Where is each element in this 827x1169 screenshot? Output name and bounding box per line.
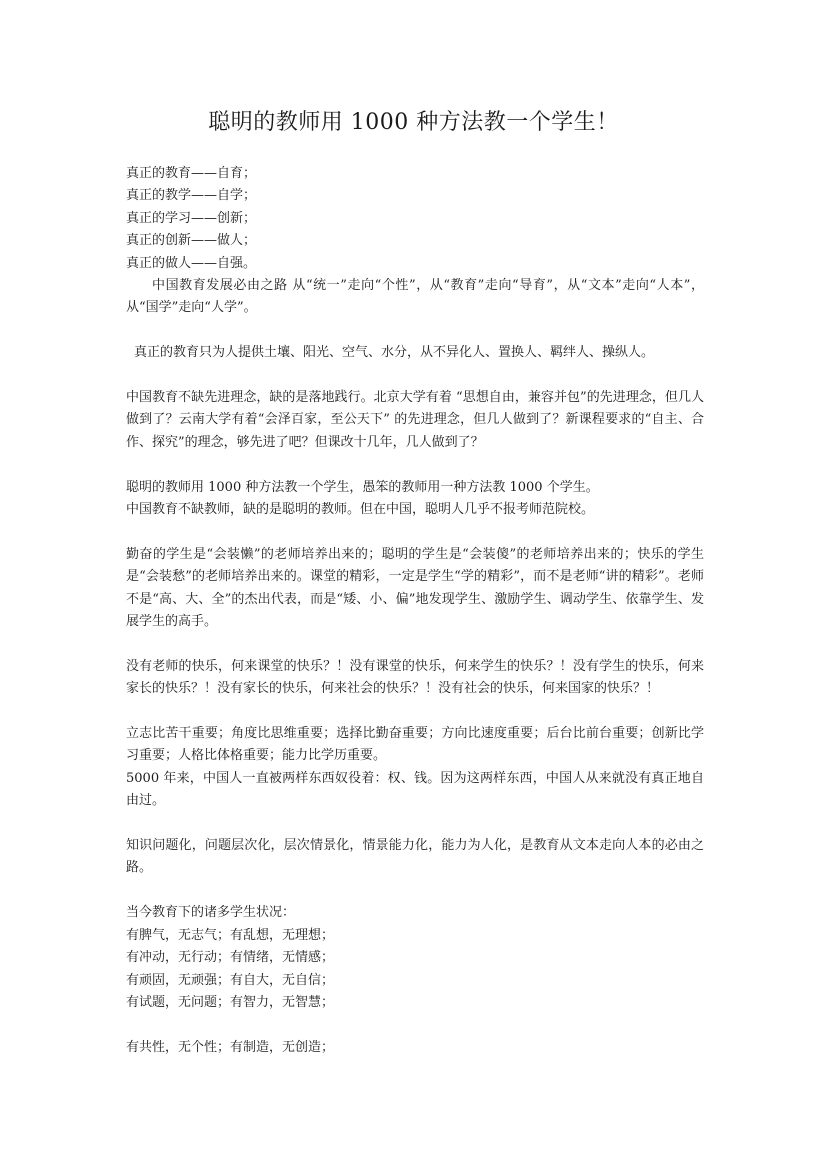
line-innovation: 真正的学习——创新； (126, 210, 257, 226)
line-commonality: 有共性，无个性；有制造，无创造； (126, 1039, 335, 1055)
line-be-human: 真正的创新——做人； (126, 233, 257, 249)
blank-line (126, 813, 704, 835)
blank-line (126, 454, 704, 476)
document-title: 聪明的教师用 1000 种方法教一个学生！ (208, 110, 619, 135)
paragraph-priorities: 立志比苦干重要；角度比思维重要；选择比勤奋重要；方向比速度重要；后台比前台重要；创新比学习重要；人格比体格重要；能力比学历重要。 (126, 726, 704, 764)
blank-line (126, 365, 704, 387)
paragraph-happiness: 没有老师的快乐，何来课堂的快乐？！没有课堂的快乐，何来学生的快乐？！没有学生的快乐，何来家长的快乐？！没有家长的快乐，何来社会的快乐？！没有社会的快乐，何来国家的快乐？！ (126, 658, 704, 697)
line-exam: 有试题，无问题；有智力，无智慧； (126, 994, 335, 1010)
line-temper: 有脾气，无志气；有乱想，无理想； (126, 927, 335, 943)
blank-line (126, 701, 704, 723)
line-impulse: 有冲动，无行动；有情绪，无情感； (126, 950, 335, 966)
paragraph-true-education: 真正的教育只为人提供土壤、阳光、空气、水分，从不异化人、置换人、羁绊人、操纵人。 (134, 345, 655, 361)
blank-line (126, 880, 704, 902)
paragraph-advanced-ideas: 中国教育不缺先进理念，缺的是落地践行。北京大学有着 “思想自由，兼容并包”的先进理念，但几人做到了？云南大学有着“会泽百家，至公天下” 的先进理念，但几人做到了？新课程要求的“自主、合作、探究”的理念，够先进了吧？但课改十几年，几人做到了？ (126, 390, 704, 450)
paragraph-diligent-students: 勤奋的学生是“会装懒”的老师培养出来的；聪明的学生是“会装傻”的老师培养出来的；快乐的学生是“会装愁”的老师培养出来的。课堂的精彩，一定是学生“学的精彩”，而不是老师“讲的精彩”。老师不是“高、大、全”的杰出代表，而是“矮、小、偏”地发现学生、激励学生、调动学生、依靠学生、发展学生的高手。 (126, 546, 704, 630)
blank-line (126, 320, 704, 342)
line-self-strength: 真正的做人——自强。 (126, 255, 257, 271)
blank-line (126, 633, 704, 655)
document-body (126, 163, 704, 1059)
line-self-education: 真正的教育——自育； (126, 166, 257, 181)
line-student-status-heading: 当今教育下的诸多学生状况： (126, 905, 296, 921)
paragraph-smart-teacher: 聪明的教师用 1000 种方法教一个学生，愚笨的教师用一种方法教 1000 个学生。 (126, 479, 599, 495)
line-stubborn: 有顽固，无顽强；有自大，无自信； (126, 972, 335, 988)
paragraph-5000-years: 5000 年来，中国人一直被两样东西奴役着：权、钱。因为这两样东西，中国人从来就没有真正地自由过。 (126, 770, 704, 809)
blank-line (126, 521, 704, 543)
paragraph-knowledge-path: 知识问题化，问题层次化，层次情景化，情景能力化，能力为人化，是教育从文本走向人本的必由之路。 (126, 838, 704, 876)
line-self-study: 真正的教学——自学； (126, 188, 257, 204)
paragraph-development-path: 中国教育发展必由之路 从“统一”走向“个性”，从“教育”走向“导育”，从“文本”走向“人本”，从“国学”走向“人学”。 (126, 278, 704, 316)
paragraph-lack-teachers: 中国教育不缺教师，缺的是聪明的教师。但在中国，聪明人几乎不报考师范院校。 (126, 502, 595, 518)
blank-line (126, 1014, 704, 1036)
